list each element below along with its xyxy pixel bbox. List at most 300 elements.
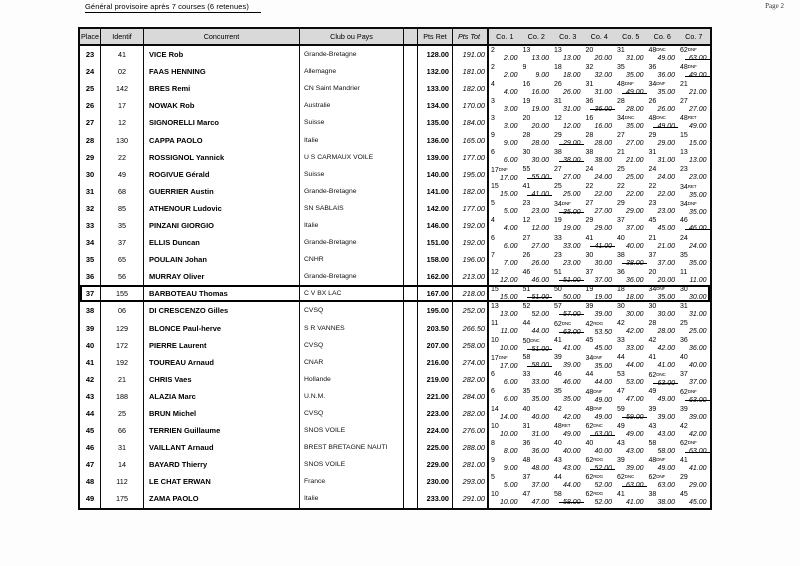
course-points-value: 28.00 — [594, 140, 612, 148]
course-points-value: 49.00 — [657, 55, 675, 63]
spacer-cell — [404, 114, 418, 131]
course-points — [647, 140, 679, 148]
course-score-cell — [615, 320, 647, 337]
club-cell — [300, 456, 404, 473]
course-rank-value: 10 — [491, 337, 499, 345]
course-rank-value: 41 — [585, 234, 594, 242]
course-points — [647, 380, 679, 388]
course-points — [552, 345, 584, 353]
course-code: DNC — [656, 115, 666, 121]
course-rank-value: 48 — [617, 81, 625, 89]
club-cell-text: SNOS VOILE — [304, 461, 346, 469]
course-points-value: 13.00 — [499, 310, 518, 318]
pts-ret-cell-text: 158.00 — [426, 255, 449, 265]
concurrent-cell-text: BRES Remi — [149, 84, 191, 94]
course-score-cell — [521, 166, 553, 183]
course-points-value: 35.00 — [562, 396, 581, 404]
place-cell-text: 46 — [85, 443, 95, 453]
identif-cell — [101, 63, 144, 80]
course-rank — [521, 47, 553, 55]
pts-ret-cell-text: 134.00 — [426, 101, 449, 111]
course-rank-value: 11 — [491, 320, 499, 328]
pts-ret-cell-text: 230.00 — [426, 477, 449, 487]
course-rank-value: 62 — [648, 371, 657, 379]
course-points-value: 39.00 — [657, 413, 675, 421]
concurrent-cell-text: BLONCE Paul-herve — [149, 323, 222, 333]
club-cell — [300, 337, 404, 354]
concurrent-cell — [144, 388, 300, 405]
course-points-value: 19.00 — [562, 225, 581, 233]
course-rank-value: 43 — [648, 422, 657, 430]
course-rank-value: 28 — [648, 320, 657, 328]
course-rank-value: 34 — [648, 81, 657, 89]
course-rank — [584, 354, 616, 363]
identif-cell — [101, 166, 144, 183]
course-rank-value: 29 — [554, 132, 562, 140]
course-rank — [678, 491, 710, 499]
course-rank-value: 37 — [585, 268, 594, 276]
spacer-cell — [404, 80, 418, 97]
course-rank-value: 26 — [522, 251, 531, 259]
course-rank-value: 57 — [554, 302, 562, 310]
course-rank-value: 50 — [554, 285, 562, 293]
course-score-cell — [647, 131, 679, 148]
course-points-value: 44.00 — [531, 328, 549, 336]
course-score-cell — [584, 473, 616, 490]
course-score-cell — [584, 268, 616, 285]
place-cell-text: 44 — [85, 409, 95, 419]
course-rank-value: 62 — [680, 47, 688, 55]
pts-tot-cell — [453, 166, 489, 183]
table-row — [80, 302, 710, 319]
course-score-cell — [552, 473, 584, 490]
course-points-value: 49.00 — [594, 414, 612, 422]
place-cell — [80, 131, 101, 148]
course-points — [489, 363, 521, 371]
course-score-cell — [678, 97, 710, 114]
course-rank-value: 13 — [491, 302, 499, 310]
course-points-value: 25.00 — [688, 328, 707, 336]
course-score-cell — [647, 302, 679, 319]
course-points — [678, 192, 710, 200]
course-points — [615, 396, 647, 404]
course-rank — [521, 115, 553, 123]
course-rank-value: 43 — [554, 456, 562, 464]
course-rank-value: 30 — [522, 149, 531, 157]
spacer-cell — [404, 422, 418, 439]
pts-tot-cell-text: 258.00 — [462, 340, 485, 350]
identif-cell — [101, 149, 144, 166]
course-points — [489, 294, 521, 302]
course-rank-value: 44 — [522, 320, 531, 328]
course-points-discarded: 63.00 — [594, 431, 612, 439]
course-points-value: 35.00 — [688, 208, 707, 216]
course-rank — [584, 456, 616, 465]
pts-ret-cell-text: 140.00 — [426, 169, 449, 179]
course-rank — [678, 269, 710, 277]
course-points-value: 27.00 — [594, 208, 612, 216]
course-rank-value: 7 — [491, 251, 495, 259]
course-rank — [489, 406, 521, 414]
course-rank — [489, 303, 521, 311]
course-rank-value: 36 — [522, 439, 531, 447]
identif-cell — [101, 337, 144, 354]
course-code: RET — [561, 423, 571, 429]
pts-ret-cell — [418, 320, 453, 337]
course-points — [584, 329, 616, 337]
header-place: Place — [80, 29, 101, 44]
concurrent-cell-text: BARBOTEAU Thomas — [149, 289, 228, 299]
course-points-discarded: 38.00 — [625, 259, 644, 267]
course-rank — [521, 235, 553, 243]
course-code: DNC — [593, 423, 603, 429]
course-score-cell — [615, 200, 647, 217]
course-points-value: 33.00 — [625, 345, 644, 353]
pts-ret-cell — [418, 46, 453, 63]
course-rank-value: 40 — [522, 405, 531, 413]
club-cell-text: SNOS VOILE — [304, 427, 346, 435]
course-rank — [584, 115, 616, 123]
spacer-cell — [404, 234, 418, 251]
course-points — [552, 277, 584, 285]
club-cell-text: Hollande — [304, 375, 331, 383]
course-rank — [552, 47, 584, 55]
course-points — [552, 482, 584, 490]
club-cell — [300, 371, 404, 388]
course-rank — [678, 337, 710, 345]
course-score-cell — [615, 439, 647, 456]
course-rank — [615, 217, 647, 225]
course-points — [521, 362, 553, 370]
course-points — [552, 465, 584, 473]
course-points — [678, 174, 710, 182]
course-points-value: 28.00 — [625, 105, 644, 113]
place-cell — [80, 439, 101, 456]
course-rank-value: 45 — [680, 490, 688, 498]
identif-cell-text: 112 — [116, 477, 128, 487]
course-points — [489, 328, 521, 336]
club-cell-text: Grande-Bretagne — [304, 187, 357, 195]
course-rank-value: 17 — [491, 166, 499, 174]
course-points — [615, 379, 647, 387]
concurrent-cell-text: FAAS HENNING — [149, 67, 206, 77]
place-cell-text: 27 — [85, 118, 95, 128]
place-cell — [80, 371, 101, 388]
pts-ret-cell — [418, 131, 453, 148]
course-rank-value: 38 — [648, 490, 657, 498]
course-points — [584, 499, 616, 507]
course-rank-value: 31 — [554, 97, 562, 105]
club-cell — [300, 46, 404, 63]
pts-tot-cell-text: 282.00 — [462, 374, 485, 384]
course-points — [489, 106, 521, 114]
concurrent-cell-text: MURRAY Oliver — [149, 272, 205, 282]
place-cell-text: 23 — [85, 50, 95, 60]
course-rank — [647, 252, 679, 260]
club-cell-text: Grande-Bretagne — [304, 273, 357, 281]
course-points — [615, 225, 647, 233]
course-points-value: 40.00 — [594, 447, 612, 455]
identif-cell-text: 12 — [118, 118, 126, 128]
concurrent-cell-text: DI CRESCENZO Gilles — [149, 306, 229, 316]
course-score-cell — [489, 405, 521, 422]
course-points-discarded: 52.00 — [594, 465, 612, 473]
course-score-cell — [552, 456, 584, 473]
course-points — [584, 397, 616, 405]
course-rank — [647, 320, 679, 328]
course-rank — [552, 440, 584, 448]
course-code: DNF — [498, 354, 508, 360]
course-rank — [521, 474, 553, 482]
course-score-cell — [552, 439, 584, 456]
course-rank — [489, 440, 521, 448]
course-score-cell — [489, 149, 521, 166]
course-rank — [584, 64, 616, 72]
course-rank — [615, 371, 647, 379]
identif-cell — [101, 456, 144, 473]
course-points-value: 10.00 — [499, 430, 518, 438]
concurrent-cell — [144, 439, 300, 456]
course-rank — [615, 320, 647, 328]
pts-tot-cell — [453, 422, 489, 439]
course-points — [489, 277, 521, 285]
course-points-value: 52.00 — [594, 499, 612, 507]
identif-cell-text: 155 — [116, 289, 128, 299]
course-points-value: 12.00 — [562, 122, 581, 130]
course-rank-value: 34 — [585, 354, 594, 362]
course-points — [489, 311, 521, 319]
course-points-value: 23.00 — [688, 174, 707, 182]
course-score-cell — [647, 200, 679, 217]
course-rank — [615, 423, 647, 431]
course-points-value: 30.00 — [594, 259, 612, 267]
club-cell-text: Suisse — [304, 119, 325, 127]
course-rank — [584, 98, 616, 106]
course-points-value: 49.00 — [657, 396, 675, 404]
course-score-cell — [552, 234, 584, 251]
course-points — [678, 414, 710, 422]
course-score-cell — [521, 97, 553, 114]
identif-cell — [101, 473, 144, 490]
concurrent-cell — [144, 149, 300, 166]
spacer-cell — [404, 371, 418, 388]
concurrent-cell-text: TERRIEN Guillaume — [149, 426, 221, 436]
course-points-value: 25.00 — [625, 174, 644, 182]
course-score-cell — [521, 320, 553, 337]
course-rank — [521, 440, 553, 448]
course-rank-value: 49 — [648, 388, 657, 396]
course-rank — [521, 217, 553, 225]
course-points-value: 41.00 — [688, 464, 707, 472]
course-rank-value: 20 — [585, 46, 594, 54]
course-points-discarded: 63.00 — [625, 482, 644, 490]
course-points — [678, 328, 710, 336]
course-points — [615, 499, 647, 507]
pts-ret-cell-text: 195.00 — [426, 306, 449, 316]
place-cell-text: 47 — [85, 460, 95, 470]
course-score-cell — [489, 285, 521, 302]
course-score-cell — [552, 371, 584, 388]
place-cell-text: 36 — [85, 272, 95, 282]
course-points — [552, 55, 584, 63]
course-score-cell — [615, 422, 647, 439]
course-rank — [489, 115, 521, 123]
pts-tot-cell-text: 165.00 — [462, 135, 485, 145]
course-score-cell — [584, 285, 616, 302]
club-cell — [300, 285, 404, 302]
course-score-cell — [489, 371, 521, 388]
course-points-value: 11.00 — [689, 276, 707, 284]
course-points-value: 19.00 — [531, 105, 549, 113]
concurrent-cell-text: BRUN Michel — [149, 409, 197, 419]
course-score-cell — [584, 149, 616, 166]
concurrent-cell-text: ROGIVUE Gérald — [149, 169, 210, 179]
course-score-cell — [521, 490, 553, 507]
course-rank — [615, 303, 647, 311]
course-points — [678, 89, 710, 97]
course-points — [678, 243, 710, 251]
course-rank — [552, 406, 584, 414]
club-cell-text: Australie — [304, 102, 331, 110]
course-points — [552, 106, 584, 114]
course-points-value: 28.00 — [657, 328, 675, 336]
course-rank — [584, 81, 616, 89]
course-rank — [647, 440, 679, 448]
course-points — [615, 431, 647, 439]
course-rank-value: 12 — [522, 217, 531, 225]
course-rank — [678, 423, 710, 431]
course-rank-value: 41 — [617, 490, 625, 498]
table-header-row — [80, 29, 710, 46]
course-points — [584, 140, 616, 148]
concurrent-cell-text: ROSSIGNOL Yannick — [149, 152, 225, 162]
course-points-value: 32.00 — [594, 71, 612, 79]
course-rank — [521, 423, 553, 431]
course-score-cell — [489, 114, 521, 131]
header-pts-tot: Pts Tot — [453, 29, 489, 44]
course-rank-value: 58 — [648, 439, 657, 447]
course-points-value: 35.00 — [594, 362, 612, 370]
course-rank — [552, 354, 584, 362]
course-rank-value: 41 — [554, 337, 562, 345]
course-points — [584, 260, 616, 268]
course-rank-value: 6 — [491, 234, 495, 242]
identif-cell-text: 85 — [118, 203, 126, 213]
course-points — [647, 106, 679, 114]
place-cell — [80, 473, 101, 490]
course-points — [521, 89, 553, 97]
pts-ret-cell-text: 233.00 — [426, 494, 449, 504]
course-score-cell — [489, 131, 521, 148]
course-points — [647, 277, 679, 285]
course-score-cell — [615, 217, 647, 234]
course-points-discarded: 51.00 — [562, 276, 581, 284]
pts-ret-cell — [418, 268, 453, 285]
course-rank-value: 6 — [491, 149, 495, 157]
course-points-value: 39.00 — [625, 464, 644, 472]
course-rank-value: 6 — [491, 388, 495, 396]
concurrent-cell-text: VICE Rob — [149, 50, 184, 60]
place-cell-text: 29 — [85, 152, 95, 162]
course-rank-value: 35 — [617, 63, 625, 71]
course-rank — [552, 132, 584, 140]
concurrent-cell-text: NOWAK Rob — [149, 101, 195, 111]
identif-cell-text: 31 — [118, 443, 126, 453]
place-cell — [80, 63, 101, 80]
course-points-value: 21.00 — [657, 242, 675, 250]
concurrent-cell — [144, 268, 300, 285]
course-score-cell — [678, 337, 710, 354]
pts-ret-cell-text: 142.00 — [426, 203, 449, 213]
course-rank — [552, 474, 584, 482]
pts-tot-cell — [453, 200, 489, 217]
course-rank — [552, 149, 584, 157]
club-cell — [300, 183, 404, 200]
course-score-cell — [521, 354, 553, 371]
pts-ret-cell-text: 221.00 — [426, 391, 449, 401]
club-cell — [300, 473, 404, 490]
course-points — [678, 225, 710, 233]
course-points-value: 10.00 — [499, 345, 518, 353]
course-score-cell — [678, 285, 710, 302]
club-cell-text: BREST BRETAGNE NAUTI — [304, 444, 388, 452]
course-points — [552, 89, 584, 97]
table-row — [80, 234, 710, 251]
course-rank — [615, 132, 647, 140]
course-points-discarded: 63.00 — [688, 55, 707, 63]
course-points-value: 37.00 — [688, 379, 707, 387]
table-row — [80, 285, 710, 302]
course-points-value: 9.00 — [503, 464, 518, 472]
course-score-cell — [678, 456, 710, 473]
course-score-cell — [489, 422, 521, 439]
course-rank — [678, 303, 710, 311]
course-rank — [647, 80, 679, 89]
concurrent-cell — [144, 217, 300, 234]
pts-ret-cell — [418, 114, 453, 131]
header-course-6: Co. 6 — [653, 32, 671, 41]
course-rank — [678, 149, 710, 157]
course-rank-value: 36 — [680, 337, 688, 345]
course-points-value: 37.00 — [531, 481, 549, 489]
course-points-discarded: 63.00 — [657, 379, 675, 387]
course-code: DNF — [561, 200, 571, 206]
course-points-discarded: 63.00 — [688, 396, 707, 404]
course-rank-value: 45 — [585, 337, 594, 345]
identif-cell-text: 65 — [118, 255, 126, 265]
identif-cell — [101, 217, 144, 234]
course-rank-value: 43 — [617, 439, 625, 447]
course-rank-value: 37 — [522, 473, 531, 481]
course-score-cell — [615, 80, 647, 97]
course-rank — [552, 98, 584, 106]
course-score-cell — [647, 456, 679, 473]
course-points — [552, 72, 584, 80]
course-rank-value: 37 — [680, 371, 688, 379]
identif-cell — [101, 131, 144, 148]
course-points-value: 7.00 — [503, 259, 518, 267]
pts-ret-cell — [418, 63, 453, 80]
place-cell — [80, 166, 101, 183]
pts-ret-cell-text: 167.00 — [426, 289, 449, 299]
course-rank-value: 41 — [680, 456, 688, 464]
course-points-value: 5.00 — [503, 208, 518, 216]
course-points-value: 17.00 — [499, 362, 518, 370]
course-points — [647, 208, 679, 216]
course-rank-value: 3 — [491, 97, 495, 105]
pts-ret-cell — [418, 422, 453, 439]
course-score-cell — [584, 234, 616, 251]
